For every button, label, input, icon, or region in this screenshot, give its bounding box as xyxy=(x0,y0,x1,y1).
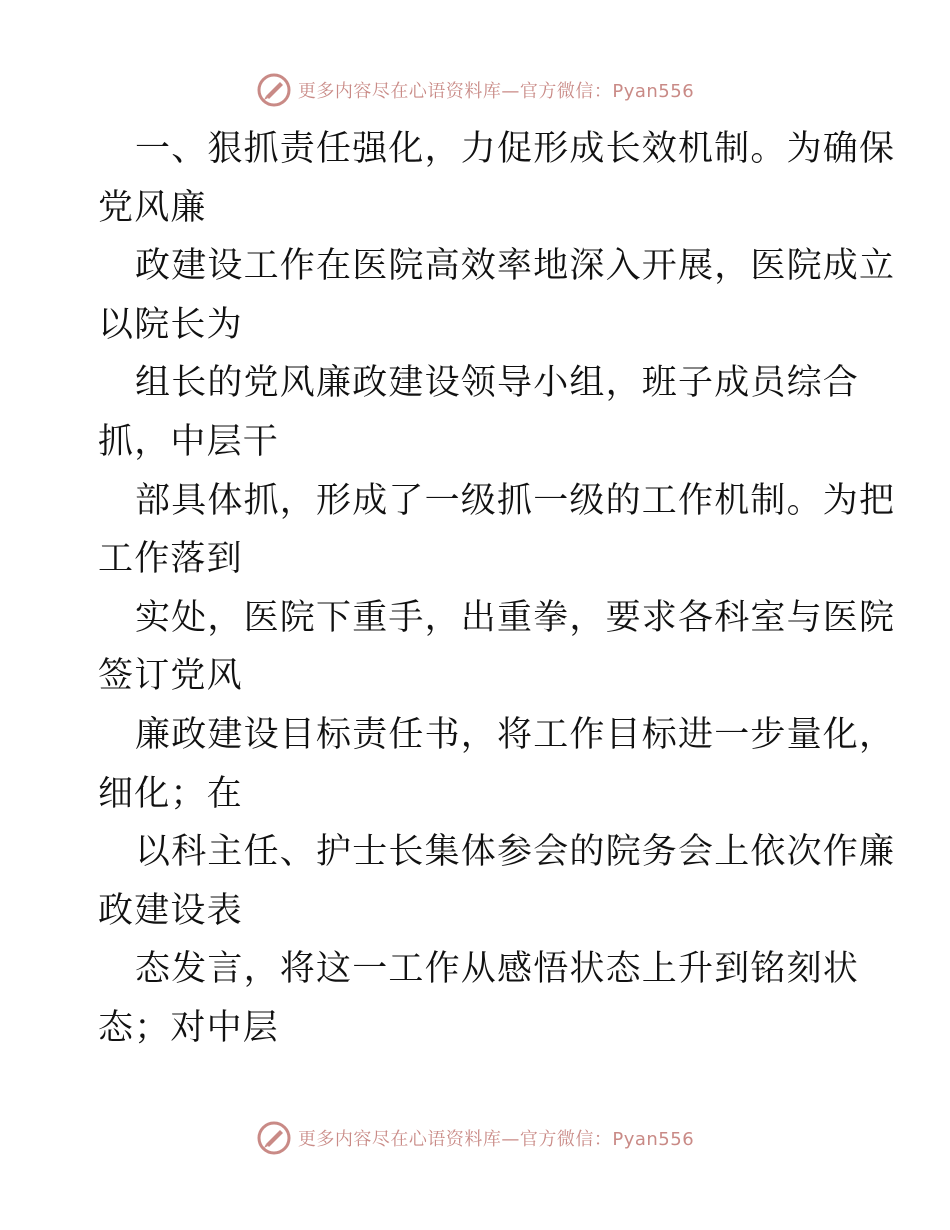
text-line-8: 工作落到 xyxy=(98,539,243,580)
header-watermark-text: 更多内容尽在心语资料库—官方微信：Pyan556 xyxy=(297,81,695,102)
text-line-14: 政建设表 xyxy=(98,890,243,931)
text-line-1: 一、狠抓责任强化，力促形成长效机制。为确保 xyxy=(135,129,896,169)
document-body xyxy=(98,120,896,1058)
text-line-9: 实处，医院下重手，出重拳，要求各科室与医院 xyxy=(135,597,896,638)
text-line-10: 签订党风 xyxy=(98,656,243,697)
header-watermark xyxy=(0,70,950,110)
text-line-12: 细化；在 xyxy=(98,773,243,814)
text-line-16: 态；对中层 xyxy=(98,1007,280,1048)
footer-watermark xyxy=(0,1118,950,1158)
text-line-11: 廉政建设目标责任书，将工作目标进一步量化， xyxy=(135,714,896,755)
text-line-13: 以科主任、护士长集体参会的院务会上依次作廉 xyxy=(135,832,896,873)
text-line-7: 部具体抓，形成了一级抓一级的工作机制。为把 xyxy=(135,480,896,521)
text-line-15: 态发言，将这一工作从感悟状态上升到铭刻状 xyxy=(135,949,860,990)
text-line-4: 以院长为 xyxy=(98,304,243,345)
pen-seal-icon xyxy=(256,1120,292,1156)
pen-seal-icon xyxy=(256,72,292,108)
text-line-3: 政建设工作在医院高效率地深入开展，医院成立 xyxy=(135,246,896,287)
text-line-5: 组长的党风廉政建设领导小组，班子成员综合 xyxy=(135,363,860,404)
footer-watermark-text: 更多内容尽在心语资料库—官方微信：Pyan556 xyxy=(297,1129,695,1150)
text-line-6: 抓，中层干 xyxy=(98,421,280,462)
text-line-2: 党风廉 xyxy=(98,187,207,228)
